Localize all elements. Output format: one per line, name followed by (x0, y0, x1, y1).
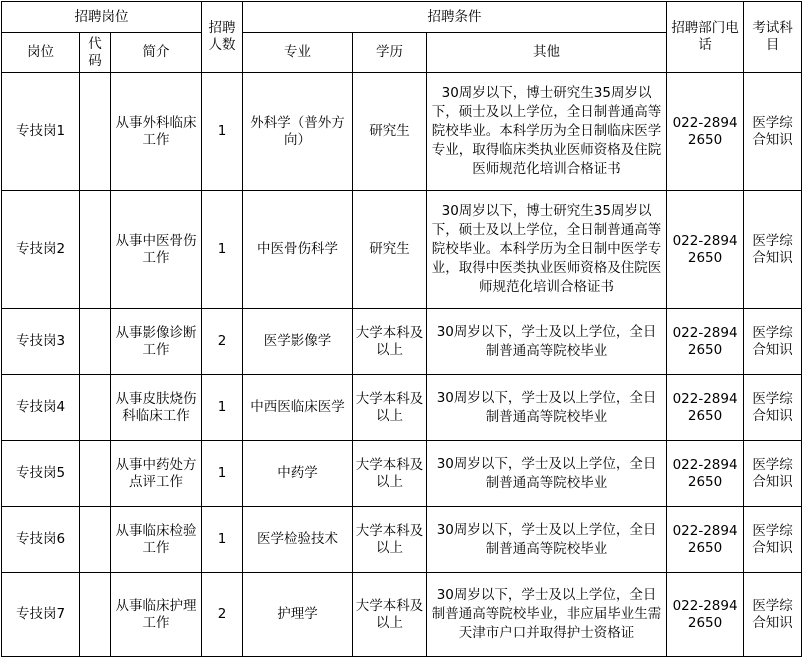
cell-other: 30周岁以下，学士及以上学位，全日制普通高等院校毕业 (427, 507, 667, 573)
cell-major: 中西医临床医学 (243, 375, 353, 441)
cell-education: 大学本科及以上 (353, 309, 427, 375)
header-position: 岗位 (2, 33, 80, 73)
cell-code (80, 309, 111, 375)
cell-intro: 从事临床护理工作 (111, 573, 202, 657)
header-major: 专业 (243, 33, 353, 73)
cell-phone: 022-28942650 (667, 375, 744, 441)
cell-intro: 从事中医骨伤工作 (111, 191, 202, 309)
cell-position: 专技岗3 (2, 309, 80, 375)
cell-exam: 医学综合知识 (744, 309, 802, 375)
cell-intro: 从事皮肤烧伤科临床工作 (111, 375, 202, 441)
cell-exam: 医学综合知识 (744, 73, 802, 191)
cell-exam: 医学综合知识 (744, 191, 802, 309)
cell-intro: 从事影像诊断工作 (111, 309, 202, 375)
cell-phone: 022-28942650 (667, 441, 744, 507)
table-row (2, 73, 802, 191)
cell-code (80, 375, 111, 441)
header-phone: 招聘部门电话 (667, 2, 744, 73)
table-row (2, 191, 802, 309)
header-conditions-group: 招聘条件 (243, 2, 667, 33)
cell-intro: 从事外科临床工作 (111, 73, 202, 191)
cell-other: 30周岁以下，博士研究生35周岁以下，硕士及以上学位，全日制普通高等院校毕业。本科学历为全日制中医学专业，取得中医类执业医师资格及住院医师规范化培训合格证书 (427, 191, 667, 309)
cell-major: 医学检验技术 (243, 507, 353, 573)
cell-position: 专技岗6 (2, 507, 80, 573)
cell-exam: 医学综合知识 (744, 375, 802, 441)
cell-position: 专技岗5 (2, 441, 80, 507)
cell-count: 2 (202, 573, 243, 657)
table-row (2, 507, 802, 573)
cell-exam: 医学综合知识 (744, 507, 802, 573)
cell-count: 1 (202, 375, 243, 441)
table-row (2, 441, 802, 507)
cell-major: 外科学（普外方向） (243, 73, 353, 191)
cell-education: 大学本科及以上 (353, 441, 427, 507)
header-code: 代码 (80, 33, 111, 73)
recruitment-table (1, 1, 802, 657)
cell-intro: 从事中药处方点评工作 (111, 441, 202, 507)
cell-count: 1 (202, 73, 243, 191)
cell-code (80, 573, 111, 657)
cell-code (80, 507, 111, 573)
header-exam: 考试科目 (744, 2, 802, 73)
cell-code (80, 73, 111, 191)
cell-exam: 医学综合知识 (744, 441, 802, 507)
header-other: 其他 (427, 33, 667, 73)
cell-position: 专技岗4 (2, 375, 80, 441)
cell-education: 研究生 (353, 191, 427, 309)
header-position-group: 招聘岗位 (2, 2, 202, 33)
cell-major: 中医骨伤科学 (243, 191, 353, 309)
cell-count: 2 (202, 309, 243, 375)
cell-education: 大学本科及以上 (353, 573, 427, 657)
cell-phone: 022-28942650 (667, 309, 744, 375)
cell-other: 30周岁以下，博士研究生35周岁以下，硕士及以上学位，全日制普通高等院校毕业。本科学历为全日制临床医学专业，取得临床类执业医师资格及住院医师规范化培训合格证书 (427, 73, 667, 191)
cell-other: 30周岁以下，学士及以上学位，全日制普通高等院校毕业 (427, 375, 667, 441)
cell-intro: 从事临床检验工作 (111, 507, 202, 573)
cell-position: 专技岗2 (2, 191, 80, 309)
cell-education: 大学本科及以上 (353, 375, 427, 441)
cell-code (80, 191, 111, 309)
cell-other: 30周岁以下，学士及以上学位，全日制普通高等院校毕业 (427, 441, 667, 507)
cell-phone: 022-28942650 (667, 73, 744, 191)
cell-education: 研究生 (353, 73, 427, 191)
header-count: 招聘人数 (202, 2, 243, 73)
cell-phone: 022-28942650 (667, 573, 744, 657)
cell-count: 1 (202, 191, 243, 309)
cell-count: 1 (202, 507, 243, 573)
cell-other: 30周岁以下，学士及以上学位，全日制普通高等院校毕业，非应届毕业生需天津市户口并取得护士资格证 (427, 573, 667, 657)
cell-code (80, 441, 111, 507)
header-intro: 简介 (111, 33, 202, 73)
cell-phone: 022-28942650 (667, 191, 744, 309)
cell-position: 专技岗7 (2, 573, 80, 657)
cell-major: 中药学 (243, 441, 353, 507)
cell-major: 护理学 (243, 573, 353, 657)
cell-major: 医学影像学 (243, 309, 353, 375)
table-row (2, 375, 802, 441)
cell-exam: 医学综合知识 (744, 573, 802, 657)
cell-other: 30周岁以下，学士及以上学位，全日制普通高等院校毕业 (427, 309, 667, 375)
table-row (2, 309, 802, 375)
cell-phone: 022-28942650 (667, 507, 744, 573)
cell-education: 大学本科及以上 (353, 507, 427, 573)
table-row (2, 573, 802, 657)
header-education: 学历 (353, 33, 427, 73)
cell-position: 专技岗1 (2, 73, 80, 191)
cell-count: 1 (202, 441, 243, 507)
